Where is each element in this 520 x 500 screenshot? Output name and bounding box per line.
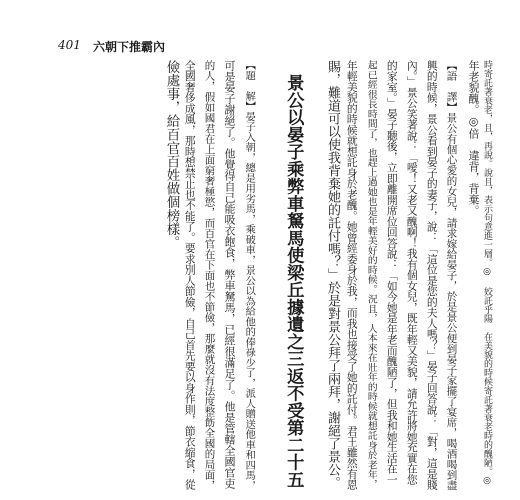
- translation-line: 起已經很長時間了，也趕上過她也是年輕美好的時候。況且，人本來在壯年的時候就想託身於老年，: [365, 60, 377, 489]
- running-head: 六朝下推霸內: [93, 40, 166, 54]
- translation-line: 興的時候，景公看到晏子的妻子，說：「這位是您的夫人嗎？」晏子回答說：「對，這是賤: [425, 60, 439, 490]
- commentary-line: 的人，假如國君在上面窮奢極慾，而百官在下面也不節儉，那麼就沒有法度整飭全國的局面，: [203, 60, 216, 491]
- commentary-line: 全國奢侈成風，那時想禁止也不能了。要求別人節儉，自己首先要以身作則，節衣縮食，從: [183, 60, 197, 490]
- translation-line: 年輕美貌的時候就想託身於老醜。她曾經委身於我，而我也接受了她的託付。君王雖然有恩: [345, 60, 359, 490]
- chapter-title: 景公以晏子乘弊車駑馬使梁丘據遺之三返不受第二十五: [283, 74, 304, 488]
- translation-line: 賜，難道可以使我背棄她的託付嗎？」於是對景公拜了兩拜，謝絕了景公。: [325, 60, 340, 489]
- commentary-line: 【題 解】晏子入朝，總是用劣馬，乘破車，景公以為給他的俸祿少了，派人贈送他車和四馬，: [243, 60, 256, 491]
- note-line-b: 時寄託著衰老，且，再說。說且，表示句意進一層。◎ 姣託乎陽 在美貌的時候寄託著衰老時的醜陋。◎: [482, 60, 492, 486]
- page-number: 401: [58, 38, 81, 52]
- translation-line: 內。」景公笑著說：「噯！又老又醜啊！我有個女兒，既年輕又美貌，請允許將她充實在您: [405, 60, 419, 485]
- note-line-a: 年老貌醜。◎倍 違背，背棄。: [467, 60, 480, 216]
- translation-line: 【語 譯】景公有個心愛的女兒，請求嫁給晏子，於是景公便到晏子家擺了宴席，喝酒喝到盡: [445, 60, 458, 491]
- commentary-line: 可是晏子謝絕了。他覺得自己能吸衣飽食，弊車駑馬，已經很滿足了。他是管轄全國官吏: [223, 60, 236, 489]
- commentary-line: 儉處事，給百官百姓做個榜樣。: [163, 60, 180, 249]
- translation-line: 的家室。」晏子聽後，立即離開席位回答說：「如今她是年老而醜陋了，但我和她生活在一: [385, 60, 399, 485]
